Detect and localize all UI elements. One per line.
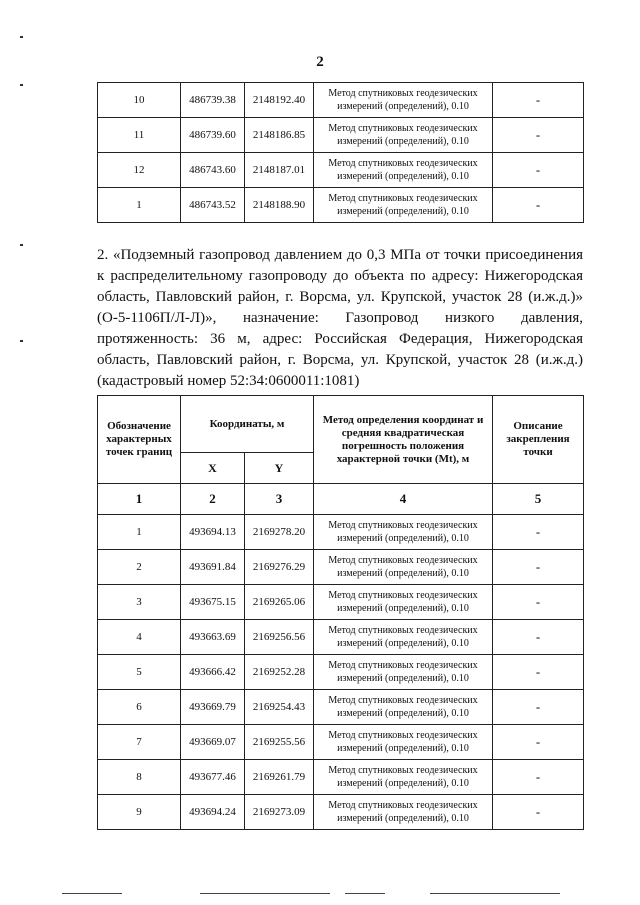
method-cell: Метод спутниковых геодезических измерений (определений), 0.10 [314,585,493,620]
column-number: 3 [245,484,314,515]
footer-divider [200,893,330,894]
coordinate-y: 2148187.01 [245,153,314,188]
margin-mark [20,340,23,342]
table-row [98,118,584,153]
coordinate-x: 493663.69 [181,620,245,655]
table-row [98,795,584,830]
method-cell: Метод спутниковых геодезических измерений (определений), 0.10 [314,690,493,725]
description-cell: - [493,188,584,223]
method-cell: Метод спутниковых геодезических измерений (определений), 0.10 [314,188,493,223]
footer-divider [62,893,122,894]
description-cell: - [493,690,584,725]
point-number: 6 [98,690,181,725]
point-number: 1 [98,188,181,223]
point-number: 4 [98,620,181,655]
coordinate-y: 2169276.29 [245,550,314,585]
description-cell: - [493,725,584,760]
coordinate-y: 2169256.56 [245,620,314,655]
header-y: Y [245,453,314,484]
column-number: 1 [98,484,181,515]
object-description-paragraph: 2. «Подземный газопровод давлением до 0,3 МПа от точки присоединения к распределительному газопроводу до объекта по адресу: Нижегородская область, Павловский район, г. Ворсма, ул. Крупской, участок 28 (и.ж.д.)» (О-5-1106П/Л-Л)», назначение: Газопровод низкого давления, протяженность: 36 м, адрес: Российская Федерация, Нижегородская область, Павловский район, г. Ворсма, ул. Крупской, участок 28 (и.ж.д.) (кадастровый номер 52:34:0600011:1081) [97,247,583,389]
point-number: 9 [98,795,181,830]
table-row [98,690,584,725]
point-number: 10 [98,83,181,118]
table-row [98,585,584,620]
method-cell: Метод спутниковых геодезических измерений (определений), 0.10 [314,725,493,760]
coordinate-y: 2169265.06 [245,585,314,620]
column-number: 4 [314,484,493,515]
table-row [98,188,584,223]
margin-mark [20,84,23,86]
point-number: 3 [98,585,181,620]
coordinate-y: 2169273.09 [245,795,314,830]
coordinate-x: 486743.60 [181,153,245,188]
description-cell: - [493,515,584,550]
description-cell: - [493,118,584,153]
page-number: 2 [316,54,324,70]
method-cell: Метод спутниковых геодезических измерений (определений), 0.10 [314,620,493,655]
description-cell: - [493,153,584,188]
point-number: 11 [98,118,181,153]
coordinate-x: 486739.38 [181,83,245,118]
header-point-designation: Обозначение характерных точек границ [98,396,181,484]
header-x: X [181,453,245,484]
method-cell: Метод спутниковых геодезических измерений (определений), 0.10 [314,83,493,118]
coordinate-x: 493677.46 [181,760,245,795]
point-number: 8 [98,760,181,795]
description-cell: - [493,795,584,830]
method-cell: Метод спутниковых геодезических измерений (определений), 0.10 [314,515,493,550]
coordinate-x: 486739.60 [181,118,245,153]
margin-mark [20,36,23,38]
header-method: Метод определения координат и средняя квадратическая погрешность положения характерной точки (Mt), м [314,396,493,484]
coordinate-y: 2148188.90 [245,188,314,223]
method-cell: Метод спутниковых геодезических измерений (определений), 0.10 [314,550,493,585]
coordinate-x: 493666.42 [181,655,245,690]
coordinate-y: 2169252.28 [245,655,314,690]
method-cell: Метод спутниковых геодезических измерений (определений), 0.10 [314,655,493,690]
header-description: Описание закрепления точки [493,396,584,484]
table-row [98,515,584,550]
coordinate-y: 2169278.20 [245,515,314,550]
coordinate-y: 2148186.85 [245,118,314,153]
column-number: 2 [181,484,245,515]
description-cell: - [493,550,584,585]
point-number: 7 [98,725,181,760]
coordinate-x: 493675.15 [181,585,245,620]
method-cell: Метод спутниковых геодезических измерений (определений), 0.10 [314,118,493,153]
coordinate-x: 493669.79 [181,690,245,725]
coordinate-x: 493694.13 [181,515,245,550]
footer-divider [345,893,385,894]
point-number: 1 [98,515,181,550]
coordinates-table [97,395,584,830]
point-number: 2 [98,550,181,585]
table-row [98,760,584,795]
table-row [98,83,584,118]
coordinate-x: 493694.24 [181,795,245,830]
table-row [98,655,584,690]
table-row [98,725,584,760]
coordinate-x: 493691.84 [181,550,245,585]
method-cell: Метод спутниковых геодезических измерений (определений), 0.10 [314,153,493,188]
coordinate-x: 486743.52 [181,188,245,223]
description-cell: - [493,760,584,795]
coordinate-y: 2148192.40 [245,83,314,118]
coordinate-y: 2169254.43 [245,690,314,725]
margin-mark [20,244,23,246]
description-cell: - [493,620,584,655]
method-cell: Метод спутниковых геодезических измерений (определений), 0.10 [314,760,493,795]
description-cell: - [493,585,584,620]
column-number: 5 [493,484,584,515]
description-cell: - [493,655,584,690]
point-number: 5 [98,655,181,690]
coordinate-x: 493669.07 [181,725,245,760]
coordinate-y: 2169255.56 [245,725,314,760]
point-number: 12 [98,153,181,188]
table-row [98,550,584,585]
table-row [98,620,584,655]
coordinate-y: 2169261.79 [245,760,314,795]
table-row [98,153,584,188]
footer-divider [430,893,560,894]
header-coordinates: Координаты, м [181,396,314,453]
description-cell: - [493,83,584,118]
method-cell: Метод спутниковых геодезических измерений (определений), 0.10 [314,795,493,830]
coordinates-table-continued [97,82,584,223]
